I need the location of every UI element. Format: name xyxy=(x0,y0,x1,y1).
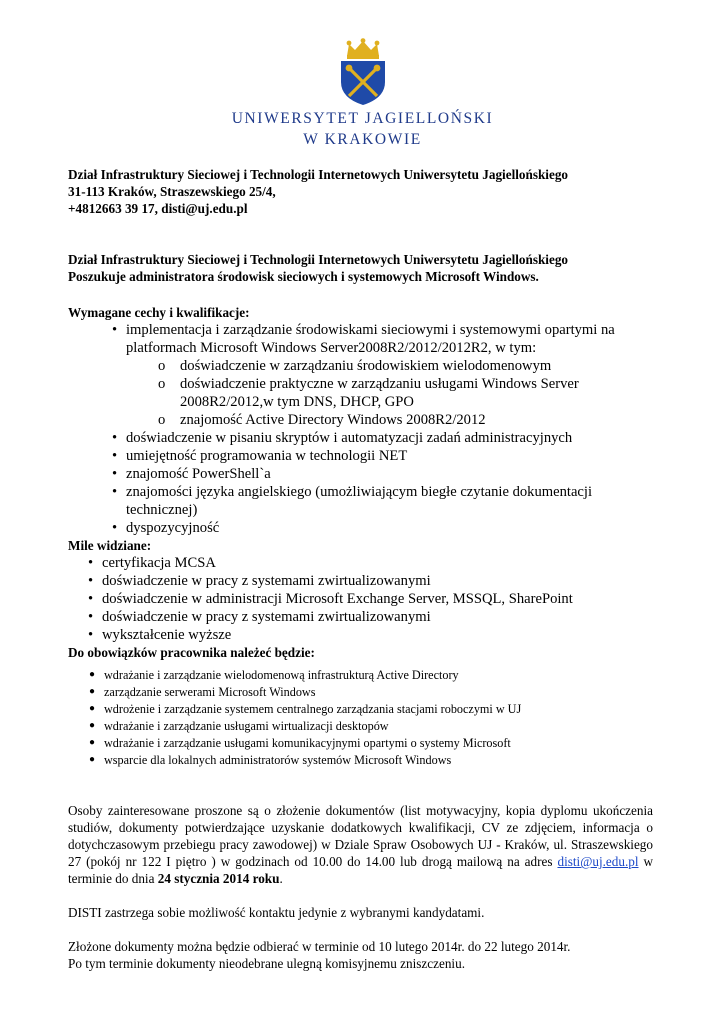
list-item: • certyfikacja MCSA xyxy=(88,555,216,571)
contact-line-3: +4812663 39 17, disti@uj.edu.pl xyxy=(68,201,248,216)
list-item: ● wdrażanie i zarządzanie wielodomenową infrastrukturą Active Directory xyxy=(89,668,459,682)
list-item: • wykształcenie wyższe xyxy=(88,627,232,643)
bullet-icon: ● xyxy=(89,686,96,697)
bullet-icon: • xyxy=(88,573,94,589)
circle-bullet-icon: o xyxy=(158,412,166,428)
nice-to-have-list xyxy=(68,554,653,644)
list-item: • dyspozycyjność xyxy=(112,520,220,536)
list-item: • implementacja i zarządzanie środowiskami sieciowymi i systemowymi opartymi na platformach Microsoft Windows Server2008R2/2012/2012R2, w tym: xyxy=(112,322,615,356)
pickup-line-1: Złożone dokumenty można będzie odbierać w terminie od 10 lutego 2014r. do 22 lutego 2014r. xyxy=(68,939,571,954)
list-item: • doświadczenie w administracji Microsoft Exchange Server, MSSQL, SharePoint xyxy=(88,591,573,607)
bullet-icon: • xyxy=(88,609,94,625)
intro-line-1: Dział Infrastruktury Sieciowej i Technologii Internetowych Uniwersytetu Jagiellońskiego xyxy=(68,252,569,267)
list-item: ● wsparcie dla lokalnych administratorów systemów Microsoft Windows xyxy=(89,753,452,767)
pickup-line-2: Po tym terminie dokumenty nieodebrane ulegną komisyjnemu zniszczeniu. xyxy=(68,956,465,971)
bullet-icon: • xyxy=(112,322,118,338)
list-item: • doświadczenie w pisaniu skryptów i automatyzacji zadań administracyjnych xyxy=(112,430,573,446)
list-item: o doświadczenie praktyczne w zarządzaniu usługami Windows Server 2008R2/2012,w tym DNS, DHCP, GPO xyxy=(158,376,579,410)
requirements-heading: Wymagane cechy i kwalifikacje: xyxy=(68,305,250,320)
list-item: • doświadczenie w pracy z systemami zwirtualizowanymi xyxy=(88,609,431,625)
requirements-list xyxy=(68,321,653,537)
list-item: • doświadczenie w pracy z systemami zwirtualizowanymi xyxy=(88,573,431,589)
nice-to-have-heading: Mile widziane: xyxy=(68,538,152,553)
bullet-icon: ● xyxy=(89,669,96,680)
list-item: • umiejętność programowania w technologii NET xyxy=(112,448,408,464)
bullet-icon: ● xyxy=(89,720,96,731)
list-item: • znajomość PowerShell`a xyxy=(112,466,271,482)
bullet-icon: • xyxy=(88,591,94,607)
bullet-icon: • xyxy=(112,430,118,446)
circle-bullet-icon: o xyxy=(158,376,166,392)
application-paragraph: Osoby zainteresowane proszone są o złożenie dokumentów (list motywacyjny, kopia dyplomu ukończenia studiów, dokumenty potwierdzające uzyskanie dodatkowych kwalifikacji, CV ze zdjęciem, informacja o dotychczasowym przebiegu pracy zawodowej) w Dziale Spraw Osobowych UJ - Kraków, ul. Straszewskiego 27 (pokój nr 122 I piętro ) w godzinach od 10.00 do 14.00 lub drogą mailową na adres disti@uj.edu.pl w terminie do dnia 24 stycznia 2014 roku. xyxy=(68,803,653,886)
bullet-icon: • xyxy=(88,555,94,571)
reservation-note: DISTI zastrzega sobie możliwość kontaktu jedynie z wybranymi kandydatami. xyxy=(68,905,485,920)
pickup-note xyxy=(68,938,653,972)
bullet-icon: • xyxy=(112,484,118,500)
bullet-icon: • xyxy=(112,448,118,464)
bullet-icon: ● xyxy=(89,737,96,748)
duties-heading: Do obowiązków pracownika należeć będzie: xyxy=(68,645,315,660)
bullet-icon: • xyxy=(112,520,118,536)
list-item: ● wdrażanie i zarządzanie usługami komunikacyjnymi opartymi o systemy Microsoft xyxy=(89,736,511,750)
deadline-date: 24 stycznia 2014 roku xyxy=(157,871,280,886)
bullet-icon: ● xyxy=(89,703,96,714)
intro-block xyxy=(68,251,653,285)
bullet-icon: • xyxy=(112,466,118,482)
contact-line-1: Dział Infrastruktury Sieciowej i Technologii Internetowych Uniwersytetu Jagiellońskiego xyxy=(68,167,569,182)
list-item: ● wdrażanie i zarządzanie usługami wirtualizacji desktopów xyxy=(89,719,389,733)
list-item: • znajomości języka angielskiego (umożliwiającym biegłe czytanie dokumentacji technicznej) xyxy=(112,484,593,518)
university-logo xyxy=(0,38,725,148)
bullet-icon: • xyxy=(88,627,94,643)
contact-block xyxy=(68,166,653,217)
bullet-icon: ● xyxy=(89,754,96,765)
duties-list xyxy=(68,667,653,768)
document-body xyxy=(68,166,653,972)
intro-line-2: Poszukuje administratora środowisk sieciowych i systemowych Microsoft Windows. xyxy=(68,269,539,284)
list-item: ● zarządzanie serwerami Microsoft Windows xyxy=(89,685,316,699)
coat-of-arms-icon xyxy=(333,38,393,106)
circle-bullet-icon: o xyxy=(158,358,166,374)
list-item: o znajomość Active Directory Windows 2008R2/2012 xyxy=(158,412,486,428)
email-link[interactable]: disti@uj.edu.pl xyxy=(557,854,639,869)
list-item: o doświadczenie w zarządzaniu środowiskiem wielodomenowym xyxy=(158,358,552,374)
list-item: ● wdrożenie i zarządzanie systemem centralnego zarządzania stacjami roboczymi w UJ xyxy=(89,702,522,716)
university-name-line1: UNIWERSYTET JAGIELLOŃSKI xyxy=(231,110,494,127)
contact-line-2: 31-113 Kraków, Straszewskiego 25/4, xyxy=(68,184,276,199)
university-name-line2: W KRAKOWIE xyxy=(303,131,422,148)
